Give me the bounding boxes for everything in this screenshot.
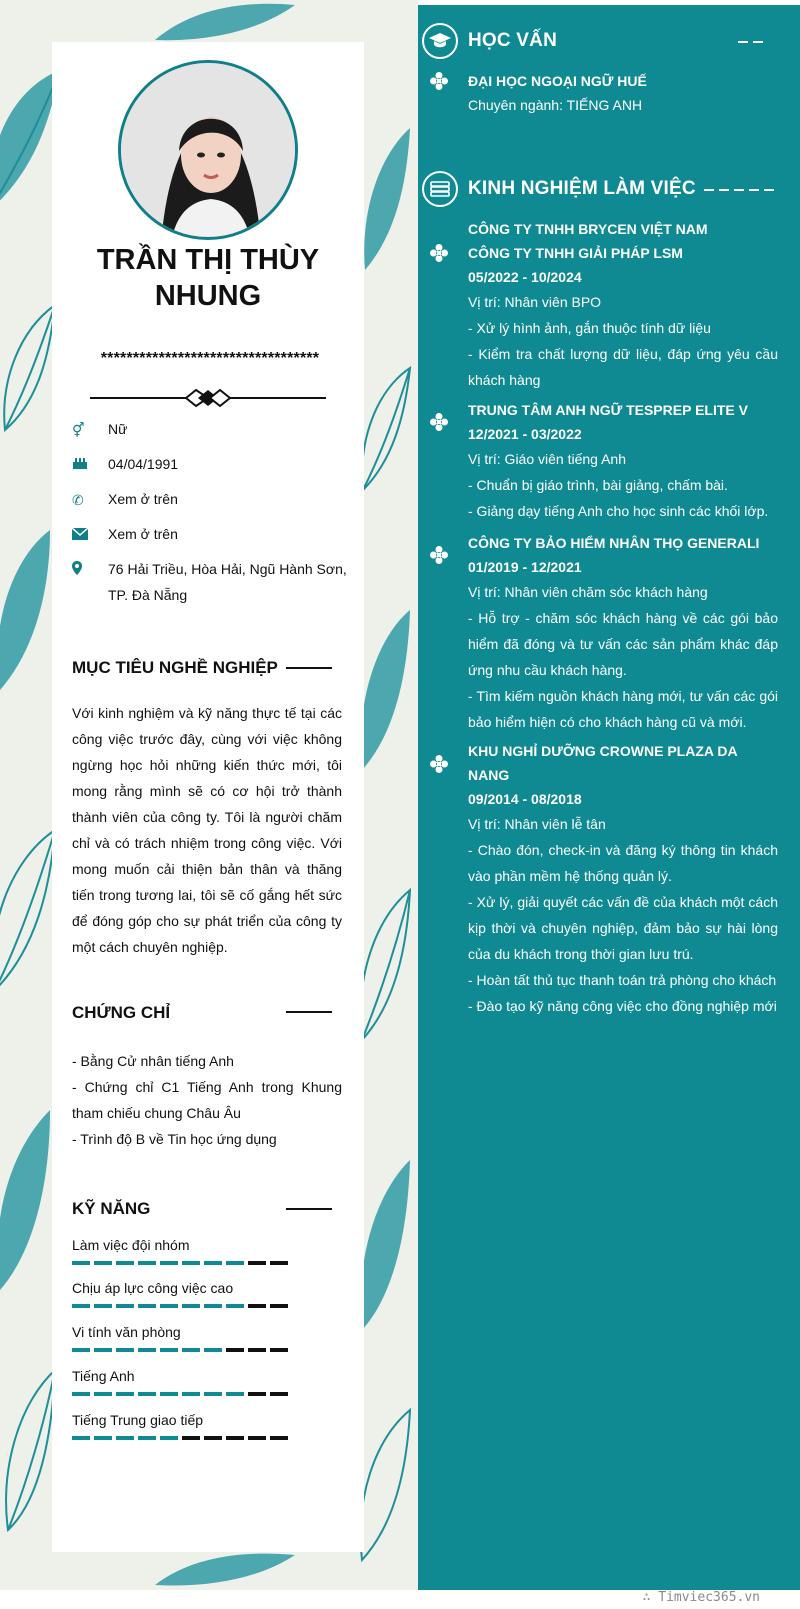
job-period: 01/2019 - 12/2021 [468,559,582,575]
skill-level-segment [116,1436,134,1440]
address-value: 76 Hải Triều, Hòa Hải, Ngũ Hành Sơn, TP. Đà Nẵng [108,561,347,603]
skill-level-segment [248,1436,266,1440]
job-task: - Tìm kiếm nguồn khách hàng mới, tư vấn các gói bảo hiểm hiện có cho khách hàng cũ và mới. [468,688,778,730]
job-period: 05/2022 - 10/2024 [468,269,582,285]
skill-level-segment [72,1348,90,1352]
footer-brand: Timviec365.vn [658,1590,760,1605]
skill-level-segment [116,1261,134,1265]
skill-level-segment [94,1392,112,1396]
job-period: 09/2014 - 08/2018 [468,791,582,807]
job-task: - Đào tạo kỹ năng công việc cho đồng nghiệp mới [468,998,777,1014]
skill-level-segment [248,1304,266,1308]
skill-level-segment [182,1392,200,1396]
skill-level-segment [270,1304,288,1308]
job-task: - Xử lý, giải quyết các vấn đề của khách một cách kịp thời và chuyên nghiệp, đảm bảo sự hài lòng của du khách trong thời gian lưu trú. [468,894,778,962]
skills-title: KỸ NĂNG [72,1199,151,1218]
skill-level-segment [72,1304,90,1308]
job-task: - Hỗ trợ - chăm sóc khách hàng về các gói bảo hiểm đã đóng và tư vấn các sản phẩm khác đáp ứng nhu cầu khách hàng. [468,610,778,678]
skill-level-segment [160,1348,178,1352]
skill-level-segment [226,1436,244,1440]
skill-level-segment [72,1261,90,1265]
skill-level-segment [270,1348,288,1352]
skill-level-segment [116,1304,134,1308]
education-title: HỌC VẤN [468,30,558,51]
phone-value: Xem ở trên [108,491,178,507]
skill-level-segment [182,1304,200,1308]
skill-label: Tiếng Trung giao tiếp [72,1412,204,1428]
skill-level-segment [138,1436,156,1440]
skill-level-segment [94,1436,112,1440]
skill-level-segment [226,1392,244,1396]
skill-label: Chịu áp lực công việc cao [72,1280,234,1296]
job-position: Vị trí: Nhân viên BPO [468,294,602,310]
flower-bullet-icon [430,546,448,564]
objective-text: Với kinh nghiệm và kỹ năng thực tế tại các công việc trước đây, cùng với việc không ngừng học hỏi những kiến thức mới, tôi mong rằng mình sẽ có cơ hội trở thành thành viên của công ty. Tôi là người chăm chỉ và có trách nhiệm trong công việc. Với mong muốn cải thiện bản thân và thăng tiến trong tương lai, tôi sẽ cố gắng hết sức để đóng góp cho sự phát triển của công ty một cách chuyên nghiệp. [72,705,342,955]
flower-bullet-icon [430,755,448,773]
skill-level-segment [182,1261,200,1265]
flower-bullet-icon [430,413,448,431]
skill-label: Tiếng Anh [72,1368,135,1384]
skill-level-bar [72,1261,302,1265]
leaf-decoration [0,1100,60,1300]
job-task: - Giảng dạy tiếng Anh cho học sinh các khối lớp. [468,503,769,519]
skill-level-segment [160,1261,178,1265]
dob-value: 04/04/1991 [108,456,179,472]
skill-item [72,1278,302,1308]
skill-level-segment [226,1304,244,1308]
skill-level-segment [204,1348,222,1352]
job-task: - Kiểm tra chất lượng dữ liệu, đáp ứng yêu cầu khách hàng [468,346,778,388]
skill-level-segment [182,1436,200,1440]
header-dashes [704,189,774,191]
school-name: ĐẠI HỌC NGOẠI NGỮ HUẾ [468,73,647,89]
skill-level-bar [72,1392,302,1396]
skill-level-segment [248,1392,266,1396]
header-dashes [738,41,763,43]
skill-item [72,1366,302,1396]
skill-item [72,1322,302,1352]
address-row [72,556,352,608]
skill-level-segment [94,1348,112,1352]
skill-level-segment [138,1348,156,1352]
skill-item [72,1410,302,1440]
skill-level-segment [160,1304,178,1308]
leaf-decoration [150,1550,300,1590]
job-task: - Chuẩn bị giáo trình, bài giảng, chấm bài. [468,477,728,493]
skill-level-segment [270,1392,288,1396]
skill-level-segment [270,1436,288,1440]
skill-label: Làm việc đội nhóm [72,1237,190,1253]
dob-row [72,451,352,478]
job-entry [468,217,778,393]
email-row [72,521,352,548]
ornament-divider [90,388,326,408]
skill-level-segment [160,1436,178,1440]
skill-label: Vi tính văn phòng [72,1324,181,1340]
books-icon [422,171,458,207]
skill-level-segment [138,1304,156,1308]
skill-level-segment [204,1392,222,1396]
skill-level-segment [72,1436,90,1440]
major: Chuyên ngành: TIẾNG ANH [468,97,643,113]
section-divider [286,1208,332,1210]
graduation-cap-icon [422,23,458,59]
stars-line: ********************************** [100,350,320,367]
skill-level-segment [160,1392,178,1396]
certificate-item: - Bằng Cử nhân tiếng Anh [72,1053,234,1069]
skill-level-segment [72,1392,90,1396]
leaf-decoration [0,1360,60,1540]
company-name: KHU NGHỈ DƯỠNG CROWNE PLAZA DA NANG [468,743,738,783]
company-name: TRUNG TÂM ANH NGỮ TESPREP ELITE V [468,402,748,418]
leaf-decoration [150,0,300,45]
skill-level-segment [116,1392,134,1396]
skill-level-segment [138,1261,156,1265]
objective-title: MỤC TIÊU NGHỀ NGHIỆP [72,658,278,677]
skill-item [72,1235,302,1265]
flower-bullet-icon [430,244,448,262]
skill-level-bar [72,1436,302,1440]
experience-header [422,171,696,207]
certificates-title: CHỨNG CHỈ [72,1003,171,1022]
section-divider [286,1011,332,1013]
skill-level-segment [204,1436,222,1440]
skill-level-bar [72,1304,302,1308]
certificate-item: - Trình độ B về Tin học ứng dụng [72,1131,277,1147]
job-entry [468,398,778,524]
company-name: CÔNG TY TNHH GIẢI PHÁP LSM [468,245,683,261]
skill-level-segment [94,1304,112,1308]
job-entry [468,531,778,735]
skill-level-segment [204,1304,222,1308]
skill-level-segment [226,1348,244,1352]
skill-level-segment [116,1348,134,1352]
candidate-name: TRẦN THỊ THÙY NHUNG [96,244,320,312]
leaf-decoration [355,120,415,280]
avatar [118,60,298,240]
gender-icon: ⚥ [72,422,85,438]
skill-level-segment [94,1261,112,1265]
skill-level-bar [72,1348,302,1352]
email-value: Xem ở trên [108,526,178,542]
avatar-portrait-icon [121,63,298,240]
job-period: 12/2021 - 03/2022 [468,426,582,442]
job-task: - Chào đón, check-in và đăng ký thông tin khách vào phần mềm hệ thống quản lý. [468,842,778,884]
gender-value: Nữ [108,421,128,437]
job-entry [468,739,778,1019]
leaf-decoration [0,300,60,440]
phone-icon: ✆ [72,492,84,508]
leaf-decoration [0,520,60,700]
education-entry [468,69,778,117]
company-name: CÔNG TY BẢO HIỂM NHÂN THỌ GENERALI [468,535,760,551]
skill-level-segment [270,1261,288,1265]
job-position: Vị trí: Nhân viên chăm sóc khách hàng [468,584,708,600]
cake-icon [72,451,108,478]
gender-row [72,416,352,443]
job-task: - Xử lý hình ảnh, gắn thuộc tính dữ liệu [468,320,711,336]
skill-level-segment [138,1392,156,1396]
company-name: CÔNG TY TNHH BRYCEN VIỆT NAM [468,221,708,237]
flower-bullet-icon [430,72,448,90]
skill-level-segment [248,1348,266,1352]
job-position: Vị trí: Nhân viên lễ tân [468,816,606,832]
certificate-item: - Chứng chỉ C1 Tiếng Anh trong Khung tham chiếu chung Châu Âu [72,1079,342,1121]
skill-level-segment [226,1261,244,1265]
certificates-list [72,1048,342,1152]
section-divider [286,667,332,669]
skill-level-segment [182,1348,200,1352]
leaf-decoration [355,360,415,500]
experience-title: KINH NGHIỆM LÀM VIỆC [468,178,696,199]
job-task: - Hoàn tất thủ tục thanh toán trả phòng cho khách [468,972,777,988]
education-header [422,23,557,59]
phone-row [72,486,352,513]
skill-level-segment [248,1261,266,1265]
envelope-icon [72,521,108,548]
footer-watermark: ∴ Timviec365.vn [642,1590,760,1605]
map-marker-icon [72,556,108,608]
job-position: Vị trí: Giáo viên tiếng Anh [468,451,626,467]
skill-level-segment [204,1261,222,1265]
